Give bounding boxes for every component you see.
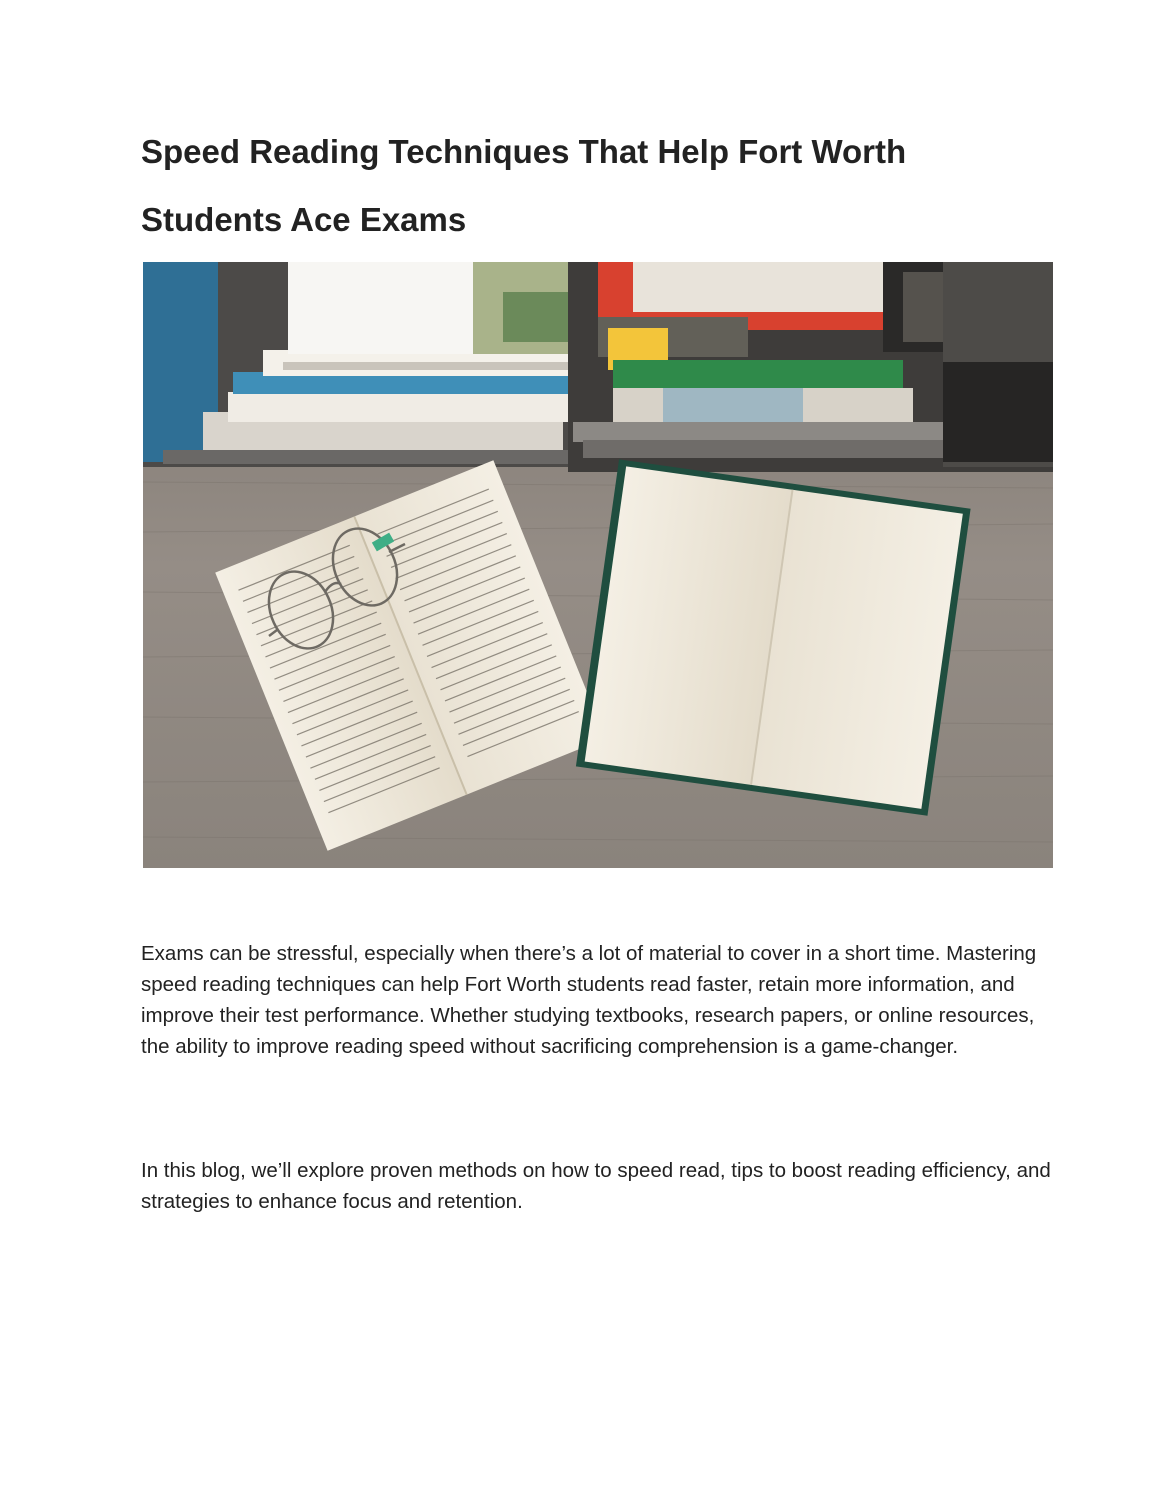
books-photo: [143, 262, 1053, 868]
hero-image: [143, 262, 1053, 868]
right-book-stack: [568, 262, 1053, 472]
intro-paragraph: Exams can be stressful, especially when there’s a lot of material to cover in a short time. Mastering speed reading techniques can help Fort Worth students read faster, retain more information, and improve their test performance. Whether studying textbooks, research papers, or online resources, the ability to improve reading speed without sacrificing comprehension is a game-changer.: [141, 942, 1037, 1058]
left-book-stack: [143, 262, 583, 467]
open-hardcover-book: [576, 459, 971, 815]
overview-paragraph: In this blog, we’ll explore proven methods on how to speed read, tips to boost reading efficiency, and strategies to enhance focus and retention.: [141, 1159, 1051, 1213]
page-title: Speed Reading Techniques That Help Fort Worth Students Ace Exams: [141, 133, 907, 238]
